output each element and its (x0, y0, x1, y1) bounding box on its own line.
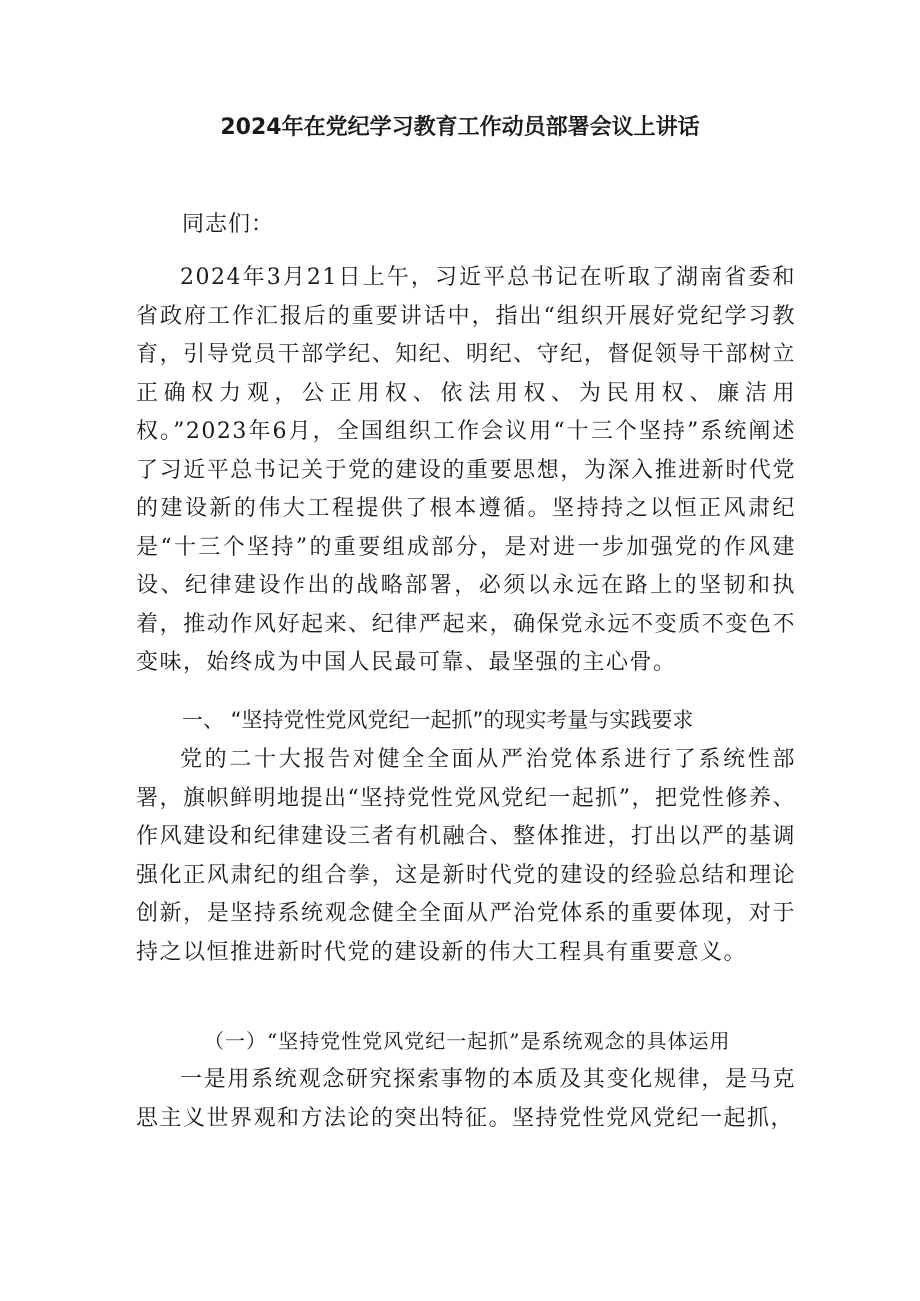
paragraph-2: 党的二十大报告对健全全面从严治党体系进行了系统性部署，旗帜鲜明地提出“坚持党性党风党纪一起抓”，把党性修养、作风建设和纪律建设三者有机融合、整体推进，打出以严的基调强化正风肃纪的组合拳，这是新时代党的建设的经验总结和理论创新，是坚持系统观念健全全面从严治党体系的重要体现，对于持之以恒推进新时代党的建设新的伟大工程具有重要意义。 (136, 747, 796, 965)
paragraph-1: 2024年3月21日上午，习近平总书记在听取了湖南省委和省政府工作汇报后的重要讲话中，指出“组织开展好党纪学习教育，引导党员干部学纪、知纪、明纪、守纪，督促领导干部树立正确权力观，公正用权、依法用权、为民用权、廉洁用权。”2023年6月，全国组织工作会议用“十三个坚持”系统阐述了习近平总书记关于党的建设的重要思想，为深入推进新时代党的建设新的伟大工程提供了根本遵循。坚持持之以恒正风肃纪是“十三个坚持”的重要组成部分，是对进一步加强党的作风建设、纪律建设作出的战略部署，必须以永远在路上的坚韧和执着，推动作风好起来、纪律严起来，确保党永远不变质不变色不变味，始终成为中国人民最可靠、最坚强的主心骨。 (136, 265, 796, 675)
paragraph-3: 一是用系统观念研究探索事物的本质及其变化规律，是马克思主义世界观和方法论的突出特征。坚持党性党风党纪一起抓， (136, 1067, 796, 1131)
section-heading-1: 一、 “坚持党性党风党纪一起抓”的现实考量与实践要求 (182, 708, 694, 732)
subsection-heading-1: （一）“坚持党性党风党纪一起抓”是系统观念的具体运用 (204, 1029, 731, 1053)
document-title: 2024年在党纪学习教育工作动员部署会议上讲话 (220, 115, 700, 140)
greeting: 同志们： (182, 212, 275, 237)
